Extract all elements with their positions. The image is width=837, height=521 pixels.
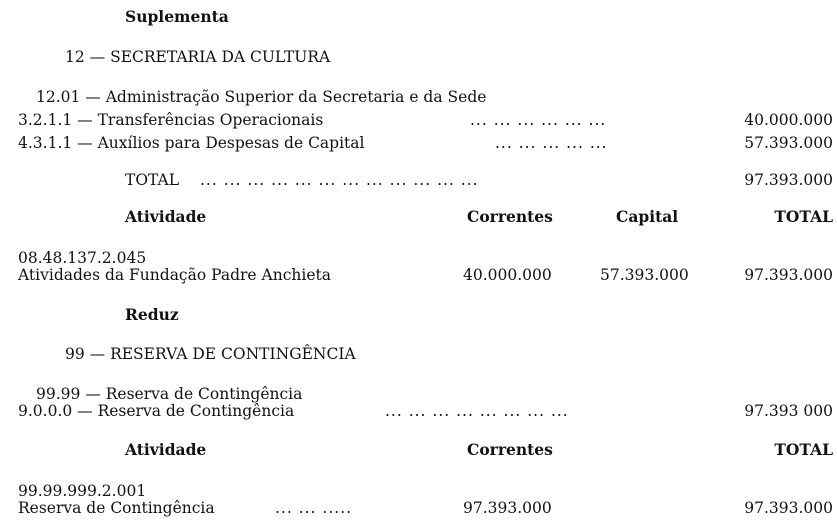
leader-dots: ... ... ... ... ... ... [470, 111, 607, 129]
leader-dots: ... ... ..... [275, 499, 353, 517]
col-header-total: TOTAL [774, 440, 833, 459]
leader-dots: ... ... ... ... ... [495, 134, 608, 152]
col-header-total: TOTAL [774, 207, 833, 226]
unidade-title: 99.99 — Reserva de Contingência [36, 385, 303, 403]
item-value: 57.393.000 [744, 134, 833, 152]
activity-correntes: 40.000.000 [463, 266, 552, 284]
col-header-correntes: Correntes [467, 440, 553, 459]
unidade-title: 12.01 — Administração Superior da Secretaria e da Sede [36, 88, 487, 106]
section-heading-suplementa: Suplementa [125, 7, 229, 26]
col-header-capital: Capital [616, 207, 679, 226]
leader-dots: ... ... ... ... ... ... ... ... ... ... ... ... [200, 171, 479, 189]
item-value: 97.393 000 [744, 402, 833, 420]
orgao-title: 12 — SECRETARIA DA CULTURA [65, 48, 331, 66]
activity-description: Atividades da Fundação Padre Anchieta [18, 266, 331, 284]
activity-description: Reserva de Contingência [18, 499, 215, 517]
total-value: 97.393.000 [744, 171, 833, 189]
activity-capital: 57.393.000 [600, 266, 689, 284]
item-value: 40.000.000 [744, 111, 833, 129]
leader-dots: ... ... ... ... ... ... ... ... [385, 402, 569, 420]
total-label: TOTAL [125, 171, 180, 189]
item-code: 4.3.1.1 — Auxílios para Despesas de Capital [18, 134, 365, 152]
col-header-atividade: Atividade [125, 440, 207, 459]
activity-total: 97.393.000 [744, 499, 833, 517]
section-heading-reduz: Reduz [125, 305, 179, 324]
item-code: 9.0.0.0 — Reserva de Contingência [18, 402, 295, 420]
activity-code: 08.48.137.2.045 [18, 249, 147, 267]
activity-total: 97.393.000 [744, 266, 833, 284]
orgao-title: 99 — RESERVA DE CONTINGÊNCIA [65, 345, 356, 363]
activity-code: 99.99.999.2.001 [18, 482, 147, 500]
item-code: 3.2.1.1 — Transferências Operacionais [18, 111, 324, 129]
col-header-atividade: Atividade [125, 207, 207, 226]
activity-correntes: 97.393.000 [463, 499, 552, 517]
col-header-correntes: Correntes [467, 207, 553, 226]
